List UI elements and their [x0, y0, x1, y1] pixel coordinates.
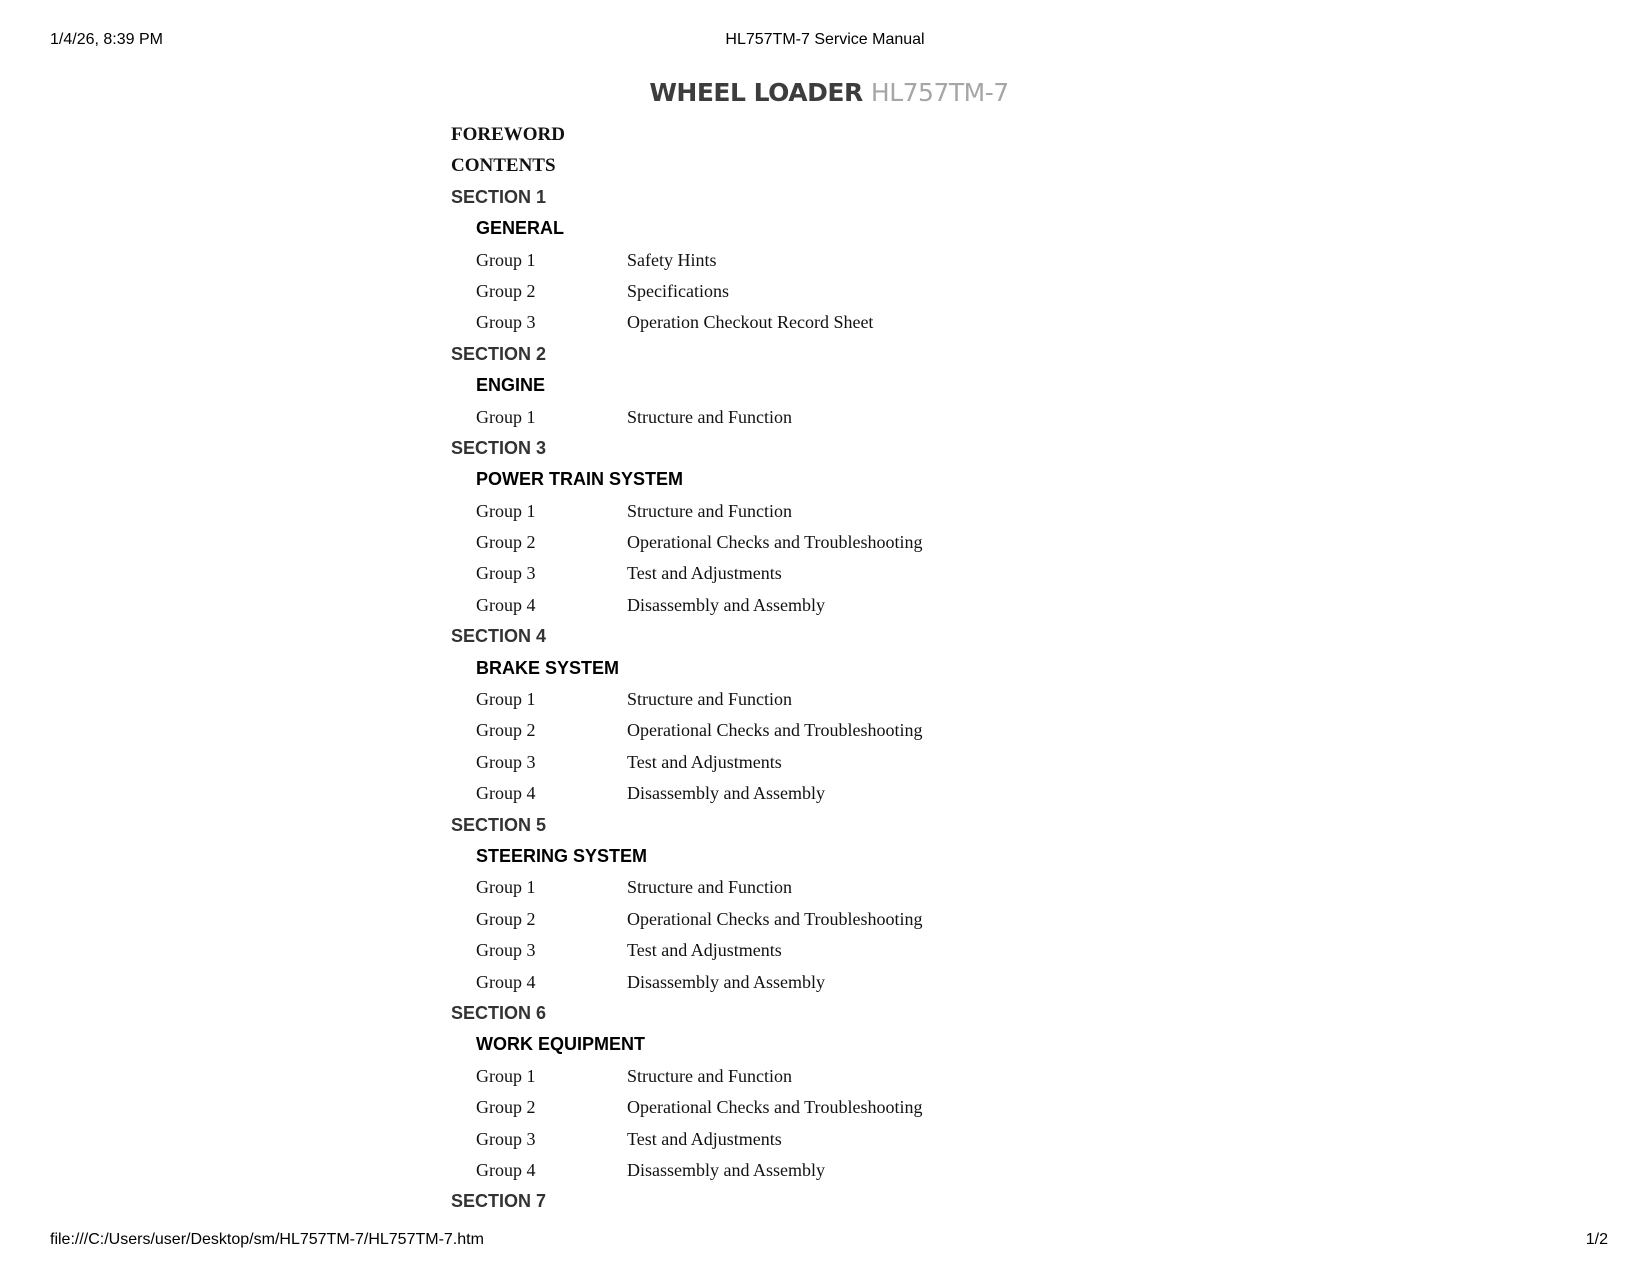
section-heading: SECTION 2	[451, 343, 547, 364]
toc-group-item[interactable]	[451, 967, 922, 998]
group-link[interactable]: Test and Adjustments	[627, 751, 782, 772]
group-number: Group 1	[476, 689, 536, 710]
group-number: Group 3	[476, 940, 536, 961]
toc-group-item[interactable]	[451, 872, 922, 903]
toc-contents[interactable]	[451, 150, 922, 181]
section-heading: SECTION 6	[451, 1002, 547, 1023]
group-link[interactable]: Disassembly and Assembly	[627, 1159, 825, 1180]
group-link[interactable]: Structure and Function	[627, 1065, 792, 1086]
table-of-contents	[451, 119, 922, 1218]
group-number: Group 2	[476, 280, 536, 301]
group-link[interactable]: Structure and Function	[627, 877, 792, 898]
group-link[interactable]: Disassembly and Assembly	[627, 971, 825, 992]
chapter-heading: BRAKE SYSTEM	[476, 657, 620, 678]
toc-group-item[interactable]	[451, 527, 922, 558]
group-number: Group 3	[476, 312, 536, 333]
group-link[interactable]: Disassembly and Assembly	[627, 594, 825, 615]
document-title	[0, 78, 1650, 107]
toc-group-item[interactable]	[451, 245, 922, 276]
group-number: Group 4	[476, 783, 536, 804]
group-number: Group 2	[476, 532, 536, 553]
section-heading: SECTION 7	[451, 1191, 547, 1212]
chapter-heading: WORK EQUIPMENT	[476, 1034, 645, 1055]
toc-group-item[interactable]	[451, 402, 922, 433]
toc-group-item[interactable]	[451, 1061, 922, 1092]
group-link[interactable]: Operational Checks and Troubleshooting	[627, 1097, 923, 1118]
group-number: Group 4	[476, 1159, 536, 1180]
toc-group-item[interactable]	[451, 1092, 922, 1123]
group-number: Group 3	[476, 563, 536, 584]
group-link[interactable]: Disassembly and Assembly	[627, 783, 825, 804]
group-link[interactable]: Test and Adjustments	[627, 1128, 782, 1149]
contents-link[interactable]: CONTENTS	[451, 155, 556, 177]
toc-group-item[interactable]	[451, 747, 922, 778]
toc-group-item[interactable]	[451, 935, 922, 966]
title-prefix: WHEEL LOADER	[649, 78, 863, 107]
group-link[interactable]: Structure and Function	[627, 500, 792, 521]
toc-group-item[interactable]	[451, 904, 922, 935]
group-number: Group 2	[476, 720, 536, 741]
group-number: Group 1	[476, 249, 536, 270]
group-number: Group 1	[476, 1065, 536, 1086]
toc-group-item[interactable]	[451, 590, 922, 621]
section-heading: SECTION 4	[451, 626, 547, 647]
group-link[interactable]: Safety Hints	[627, 249, 717, 270]
group-number: Group 1	[476, 500, 536, 521]
print-footer-url: file:///C:/Users/user/Desktop/sm/HL757TM-7/HL757TM-7.htm	[50, 1231, 484, 1248]
group-link[interactable]: Structure and Function	[627, 689, 792, 710]
chapter-heading: GENERAL	[476, 218, 565, 239]
toc-group-item[interactable]	[451, 684, 922, 715]
group-number: Group 2	[476, 908, 536, 929]
group-link[interactable]: Structure and Function	[627, 406, 792, 427]
section-heading: SECTION 5	[451, 814, 547, 835]
foreword-link[interactable]: FOREWORD	[451, 124, 565, 145]
title-model: HL757TM-7	[870, 78, 1009, 107]
group-number: Group 3	[476, 751, 536, 772]
toc-group-item[interactable]	[451, 715, 922, 746]
group-link[interactable]: Operational Checks and Troubleshooting	[627, 908, 923, 929]
section-heading: SECTION 3	[451, 437, 547, 458]
group-link[interactable]: Test and Adjustments	[627, 940, 782, 961]
toc-group-item[interactable]	[451, 558, 922, 589]
print-header-date: 1/4/26, 8:39 PM	[50, 31, 163, 48]
print-header-title: HL757TM-7 Service Manual	[725, 31, 925, 48]
toc-foreword[interactable]	[451, 119, 922, 150]
group-number: Group 2	[476, 1097, 536, 1118]
group-link[interactable]: Specifications	[627, 280, 729, 301]
chapter-heading: POWER TRAIN SYSTEM	[476, 469, 684, 490]
chapter-heading: STEERING SYSTEM	[476, 845, 648, 866]
group-number: Group 4	[476, 594, 536, 615]
group-link[interactable]: Operational Checks and Troubleshooting	[627, 532, 923, 553]
group-number: Group 1	[476, 406, 536, 427]
toc-group-item[interactable]	[451, 496, 922, 527]
section-heading: SECTION 1	[451, 186, 547, 207]
group-link[interactable]: Operation Checkout Record Sheet	[627, 312, 874, 333]
group-number: Group 4	[476, 971, 536, 992]
chapter-heading: ENGINE	[476, 375, 546, 396]
group-number: Group 1	[476, 877, 536, 898]
toc-group-item[interactable]	[451, 1155, 922, 1186]
toc-group-item[interactable]	[451, 307, 922, 338]
toc-group-item[interactable]	[451, 1124, 922, 1155]
toc-group-item[interactable]	[451, 276, 922, 307]
group-link[interactable]: Operational Checks and Troubleshooting	[627, 720, 923, 741]
group-number: Group 3	[476, 1128, 536, 1149]
print-footer-page-number: 1/2	[1585, 1231, 1608, 1248]
toc-group-item[interactable]	[451, 778, 922, 809]
group-link[interactable]: Test and Adjustments	[627, 563, 782, 584]
